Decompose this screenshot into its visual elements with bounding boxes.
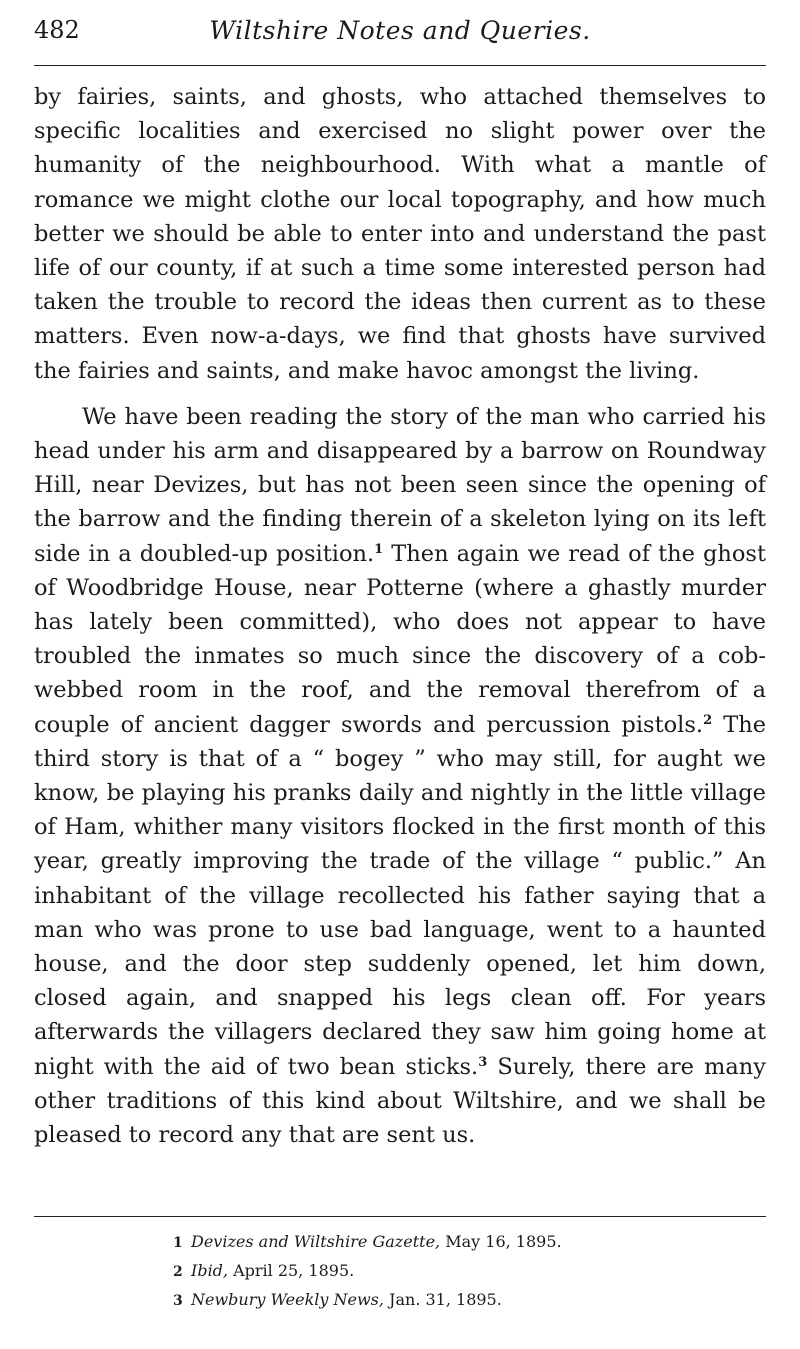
paragraph-2-segment-4: Surely, there are many other traditions of this kind about Wiltshire, and we shall be pleased to record any that are sent us. xyxy=(34,1053,767,1149)
footnote-number: 2 xyxy=(173,1264,183,1280)
footnote-2 xyxy=(173,1257,766,1286)
page-number: 482 xyxy=(34,16,80,44)
footnote-1 xyxy=(173,1228,766,1257)
footnote-source: Newbury Weekly News, xyxy=(191,1290,384,1309)
paragraph-2-segment-3: The third story is that of a “ bogey ” who may still, for aught we know, be playing his pranks daily and nightly in the little village of Ham, whither many visitors flocked in the first month of this year, greatly improving the trade of the village “ public.” An inhabitant of the village recollected his father saying that a man who was prone to use bad language, went to a haunted house, and the door step suddenly opened, let him down, closed again, and snapped his legs clean off. For years afterwards the villagers declared they saw him going home at night with the aid of two bean sticks. xyxy=(34,711,767,1080)
footnote-number: 1 xyxy=(173,1235,183,1251)
footnote-ref-2: 2 xyxy=(703,712,713,728)
footnote-3 xyxy=(173,1286,766,1315)
footnotes xyxy=(173,1228,766,1315)
footnote-detail: May 16, 1895. xyxy=(440,1232,562,1251)
footnote-source: Ibid, xyxy=(191,1261,229,1280)
footnote-detail: April 25, 1895. xyxy=(228,1261,355,1280)
header-rule xyxy=(34,65,766,66)
page-header xyxy=(34,16,766,52)
footnote-number: 3 xyxy=(173,1293,183,1309)
paragraph-2-segment-1: We have been reading the story of the man who carried his head under his arm and disappeared by a barrow on Roundway Hill, near Devizes, but has not been seen since the opening of the barrow and the finding therein of a skeleton lying on its left side in a doubled-up position. xyxy=(34,403,766,567)
footnote-detail: Jan. 31, 1895. xyxy=(383,1290,502,1309)
body-text xyxy=(34,80,766,1152)
footnote-source: Devizes and Wiltshire Gazette, xyxy=(191,1232,441,1251)
paragraph-1: by fairies, saints, and ghosts, who attached themselves to specific localities and exercised no slight power over the humanity of the neighbourhood. With what a mantle of romance we might clothe our local topography, and how much better we should be able to enter into and understand the past life of our county, if at such a time some interested person had taken the trouble to record the ideas then current as to these matters. Even now-a-days, we find that ghosts have survived the fairies and saints, and make havoc amongst the living. xyxy=(34,84,766,384)
footnote-ref-1: 1 xyxy=(374,541,384,557)
footnote-rule xyxy=(34,1216,766,1217)
paragraph-2-segment-2: Then again we read of the ghost of Woodbridge House, near Potterne (where a ghastly murder has lately been committed), who does not appear to have troubled the inmates so much since the discovery of a cob-webbed room in the roof, and the removal therefrom of a couple of ancient dagger swords and percussion pistols. xyxy=(34,540,766,738)
paragraph-2 xyxy=(34,400,766,1152)
running-title: Wiltshire Notes and Queries. xyxy=(209,16,591,45)
footnote-ref-3: 3 xyxy=(478,1054,488,1070)
